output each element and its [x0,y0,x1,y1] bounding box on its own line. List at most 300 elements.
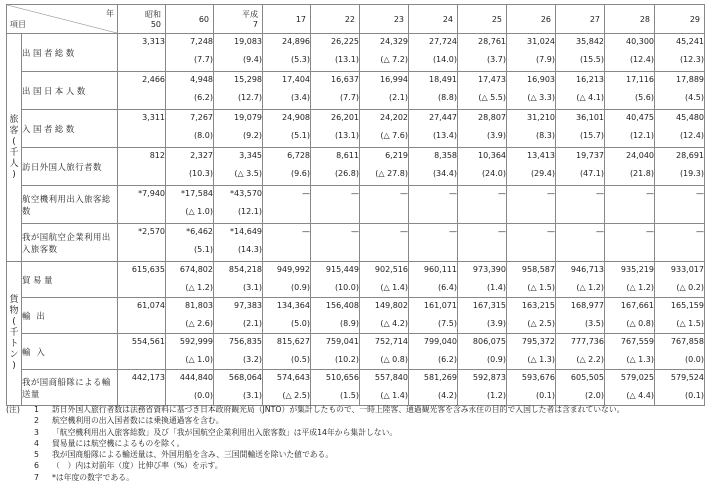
cell-value: 27,724 [429,37,457,46]
cell-growth-rate: (5.3) [291,55,310,64]
cell-value: 752,714 [374,337,408,346]
year-label: 22 [344,14,355,24]
data-cell [556,334,605,370]
cell-value: — [596,227,604,236]
data-cell [166,110,214,148]
cell-growth-rate: (3.5) [585,319,604,328]
data-cell [458,298,507,334]
year-header [556,5,605,34]
cell-value: 27,447 [429,113,457,122]
cell-growth-rate: (5.1) [291,131,310,140]
cell-value: 17,404 [282,75,310,84]
cell-value: 167,315 [472,301,506,310]
note-4 [6,438,706,449]
data-cell [409,148,458,186]
cell-growth-rate: (8.0) [194,131,213,140]
cell-value: 16,994 [380,75,408,84]
data-cell [458,262,507,298]
cell-growth-rate: (34.4) [432,169,457,178]
cell-value: 19,083 [234,37,262,46]
cell-growth-rate: (3.1) [243,391,262,400]
cell-growth-rate: (3.1) [243,283,262,292]
data-cell [409,334,458,370]
cell-value: 15,298 [234,75,262,84]
data-cell [166,370,214,406]
cell-value: 615,635 [131,265,165,274]
cell-value: 593,676 [521,373,555,382]
cell-growth-rate: (△ 1.0) [185,207,213,216]
cell-value: 973,390 [472,265,506,274]
data-cell [214,298,263,334]
data-cell [360,224,409,262]
cell-value: — [400,227,408,236]
notes-section [6,404,706,483]
year-header [655,5,705,34]
cell-value: 812 [149,151,165,160]
cell-value: 28,691 [676,151,704,160]
data-cell [556,110,605,148]
cell-growth-rate: (△ 1.0) [185,355,213,364]
data-cell [556,370,605,406]
category-char: 人 [9,158,19,169]
cell-growth-rate: (9.6) [291,169,310,178]
row-label: 我が国商船隊による輸送量 [22,370,118,406]
data-cell [118,34,166,72]
note-text: （ ）内は対前年（度）比伸び率（%）を示す。 [52,461,223,471]
year-label: 29 [689,14,700,24]
cell-growth-rate: (8.3) [536,131,555,140]
data-cell [360,110,409,148]
cell-growth-rate: (10.2) [334,355,359,364]
data-cell [263,110,311,148]
data-cell [556,224,605,262]
data-cell [118,186,166,224]
data-cell [166,34,214,72]
data-cell [409,224,458,262]
data-cell [311,334,360,370]
data-cell [118,148,166,186]
cell-growth-rate: (6.2) [438,355,457,364]
category-char: ) [12,169,16,180]
cell-value: — [351,189,359,198]
data-cell [118,72,166,110]
year-header [214,5,263,34]
data-cell [214,148,263,186]
data-cell [214,262,263,298]
year-header [118,5,166,34]
row-label: 航空機利用出入旅客総数 [22,186,118,224]
data-cell [458,110,507,148]
cell-growth-rate: (13.4) [432,131,457,140]
cell-value: 960,111 [423,265,457,274]
data-cell [214,224,263,262]
cell-value: 16,637 [331,75,359,84]
cell-growth-rate: (10.3) [188,169,213,178]
cell-value: — [596,189,604,198]
data-cell [409,186,458,224]
data-cell [263,186,311,224]
data-cell [311,34,360,72]
cell-value: 815,627 [276,337,310,346]
cell-value: 767,559 [620,337,654,346]
cell-growth-rate: (△ 4.1) [576,93,604,102]
data-cell [556,34,605,72]
cell-value: — [646,227,654,236]
data-cell [507,262,556,298]
data-cell [214,370,263,406]
note-number: 4 [34,438,39,448]
cell-value: — [646,189,654,198]
cell-growth-rate: (9.4) [243,55,262,64]
cell-value: 24,329 [380,37,408,46]
note-3 [6,427,706,438]
table-row [7,224,705,262]
year-label: 7 [252,19,258,29]
cell-growth-rate: (7.5) [438,319,457,328]
cell-growth-rate: (△ 1.4) [380,391,408,400]
data-cell [556,262,605,298]
note-6 [6,460,706,471]
note-text: *は年度の数字である。 [52,472,134,482]
data-cell [118,224,166,262]
cell-growth-rate: (21.8) [629,169,654,178]
cell-growth-rate: (13.1) [334,55,359,64]
data-cell [263,334,311,370]
table-row [7,298,705,334]
table-row [7,72,705,110]
cell-value: 165,159 [670,301,704,310]
data-cell [605,34,655,72]
cell-growth-rate: (3.7) [487,55,506,64]
cell-value: 2,327 [190,151,213,160]
category-char: 貨 [9,295,19,305]
data-cell [360,186,409,224]
cell-value: *7,940 [138,189,165,198]
cell-growth-rate: (12.3) [679,55,704,64]
cell-value: 759,041 [325,337,359,346]
category-char: 客 [9,125,19,136]
cell-growth-rate: (14.3) [237,245,262,254]
cell-value: 24,040 [626,151,654,160]
cell-growth-rate: (△ 27.8) [375,169,408,178]
data-cell [214,110,263,148]
cell-growth-rate: (0.0) [685,355,704,364]
cell-value: 40,300 [626,37,654,46]
category-char: 千 [9,147,19,158]
data-cell [360,262,409,298]
cell-value: 3,345 [239,151,262,160]
cell-growth-rate: (△ 5.5) [478,93,506,102]
cell-growth-rate: (5.0) [291,319,310,328]
cell-growth-rate: (2.1) [243,319,262,328]
data-cell [360,148,409,186]
data-cell [507,224,556,262]
note-text: 航空機利用の出入国者数には乗換通過客を含む。 [52,416,224,426]
year-label: 24 [442,14,453,24]
data-cell [166,224,214,262]
cell-value: 40,475 [626,113,654,122]
cell-value: 19,737 [576,151,604,160]
cell-growth-rate: (△ 1.4) [380,283,408,292]
year-header [409,5,458,34]
cell-value: — [696,227,704,236]
cell-growth-rate: (△ 0.2) [676,283,704,292]
cell-value: 592,873 [472,373,506,382]
cell-value: 444,840 [179,373,213,382]
category-cargo [7,262,22,406]
category-char: ( [12,136,16,147]
cell-growth-rate: (7.7) [340,93,359,102]
year-header [507,5,556,34]
cell-growth-rate: (2.1) [389,93,408,102]
year-header [360,5,409,34]
cell-growth-rate: (1.4) [487,283,506,292]
data-cell [409,34,458,72]
cell-value: — [400,189,408,198]
year-label: 28 [639,14,650,24]
cell-value: *17,584 [181,189,213,198]
cell-value: 554,561 [131,337,165,346]
row-label: 輸出 [22,298,118,334]
data-cell [605,148,655,186]
cell-value: — [498,227,506,236]
cell-value: 97,383 [234,301,262,310]
data-cell [409,72,458,110]
data-cell [458,34,507,72]
data-cell [507,72,556,110]
data-cell [458,224,507,262]
cell-value: 4,948 [190,75,213,84]
cell-growth-rate: (7.7) [194,55,213,64]
data-cell [311,298,360,334]
data-cell [458,370,507,406]
cell-value: 915,449 [325,265,359,274]
category-char: 千 [9,328,19,338]
cell-value: 767,858 [670,337,704,346]
note-1 [6,404,706,415]
cell-growth-rate: (△ 1.3) [527,355,555,364]
cell-value: — [547,189,555,198]
cell-growth-rate: (△ 1.2) [576,283,604,292]
data-cell [214,72,263,110]
note-number: 3 [34,427,39,437]
cell-growth-rate: (7.9) [536,55,555,64]
cell-value: 28,807 [478,113,506,122]
data-cell [311,186,360,224]
data-cell [360,334,409,370]
cell-value: 19,079 [234,113,262,122]
cell-value: 17,116 [626,75,654,84]
cell-value: 163,215 [521,301,555,310]
data-cell [655,148,705,186]
cell-growth-rate: (4.2) [438,391,457,400]
year-header [605,5,655,34]
cell-growth-rate: (15.7) [579,131,604,140]
cell-value: 81,803 [185,301,213,310]
data-cell [360,34,409,72]
year-label: 60 [198,14,209,24]
cell-value: 8,358 [434,151,457,160]
cell-value: 854,218 [228,265,262,274]
cell-growth-rate: (△ 0.8) [626,319,654,328]
note-number: 7 [34,472,39,482]
table-row [7,34,705,72]
cell-value: 18,491 [429,75,457,84]
data-cell [214,186,263,224]
cell-value: 568,064 [228,373,262,382]
data-cell [507,34,556,72]
cell-value: 442,173 [131,373,165,382]
data-cell [166,262,214,298]
row-label: 貿易量 [22,262,118,298]
cell-value: 16,213 [576,75,604,84]
cell-growth-rate: (5.1) [194,245,213,254]
cell-value: 28,761 [478,37,506,46]
cell-growth-rate: (2.0) [585,391,604,400]
cell-growth-rate: (0.5) [291,355,310,364]
cell-value: 674,802 [179,265,213,274]
cell-value: 949,992 [276,265,310,274]
cell-value: 10,364 [478,151,506,160]
year-header [263,5,311,34]
cell-growth-rate: (6.2) [194,93,213,102]
data-cell [118,298,166,334]
corner-item-label: 項目 [10,20,26,29]
cell-value: *2,570 [138,227,165,236]
cell-value: — [302,189,310,198]
cell-growth-rate: (6.4) [438,283,457,292]
cell-value: 35,842 [576,37,604,46]
cell-growth-rate: (0.9) [487,355,506,364]
data-cell [360,72,409,110]
data-cell [263,298,311,334]
cell-value: 933,017 [670,265,704,274]
data-cell [507,186,556,224]
data-cell [166,72,214,110]
cell-growth-rate: (12.4) [629,55,654,64]
cell-growth-rate: (3.9) [487,319,506,328]
data-cell [507,370,556,406]
cell-value: 45,241 [676,37,704,46]
cell-growth-rate: (12.7) [237,93,262,102]
cell-value: 6,728 [287,151,310,160]
cell-value: 6,219 [385,151,408,160]
data-cell [311,262,360,298]
year-label: 25 [491,14,502,24]
cell-value: 581,269 [423,373,457,382]
data-cell [655,110,705,148]
data-cell [360,370,409,406]
category-char: ( [12,317,16,327]
cell-value: — [547,227,555,236]
cell-value: — [351,227,359,236]
cell-value: 17,889 [676,75,704,84]
cell-value: 557,840 [374,373,408,382]
cell-value: — [696,189,704,198]
cell-growth-rate: (△ 1.2) [626,283,654,292]
data-cell [655,262,705,298]
note-number: 6 [34,461,39,471]
cell-growth-rate: (3.4) [291,93,310,102]
row-label: 輸入 [22,334,118,370]
note-text: 我が国商船隊による輸送量は、外国用船を含み、三国間輸送を除いた値である。 [52,450,334,460]
data-cell [605,186,655,224]
cell-value: 2,466 [142,75,165,84]
data-cell [118,370,166,406]
table-row [7,148,705,186]
cell-growth-rate: (15.5) [579,55,604,64]
table-row [7,334,705,370]
data-cell [118,110,166,148]
data-cell [556,186,605,224]
data-cell [409,298,458,334]
data-cell [507,148,556,186]
cell-growth-rate: (1.5) [340,391,359,400]
cell-value: 579,524 [670,373,704,382]
data-cell [263,262,311,298]
data-cell [556,148,605,186]
cell-growth-rate: (12.1) [237,207,262,216]
data-cell [507,334,556,370]
cell-growth-rate: (24.0) [481,169,506,178]
cell-growth-rate: (13.1) [334,131,359,140]
category-char: ) [12,361,16,371]
year-label: 27 [589,14,600,24]
data-cell [409,370,458,406]
cell-growth-rate: (1.2) [487,391,506,400]
row-label: 我が国航空企業利用出入旅客数 [22,224,118,262]
cell-growth-rate: (29.4) [530,169,555,178]
cell-growth-rate: (△ 2.5) [527,319,555,328]
cell-value: 31,210 [527,113,555,122]
note-number: 2 [34,416,39,426]
era-label: 昭和 [145,9,161,19]
data-cell [458,72,507,110]
data-cell [311,148,360,186]
cell-growth-rate: (4.5) [685,93,704,102]
year-header [458,5,507,34]
cell-growth-rate: (0.0) [194,391,213,400]
data-cell [166,186,214,224]
cell-value: 31,024 [527,37,555,46]
data-cell [507,298,556,334]
data-cell [409,110,458,148]
category-passenger [7,34,22,262]
data-cell [458,148,507,186]
category-char: 旅 [9,114,19,125]
cell-value: 8,611 [336,151,359,160]
data-cell [311,72,360,110]
cell-growth-rate: (47.1) [579,169,604,178]
data-cell [118,334,166,370]
note-5 [6,449,706,460]
cell-value: 795,372 [521,337,555,346]
cell-value: 3,313 [142,37,165,46]
data-cell [556,298,605,334]
data-cell [655,334,705,370]
cell-value: 26,225 [331,37,359,46]
cell-value: 17,473 [478,75,506,84]
data-cell [605,224,655,262]
cell-growth-rate: (△ 0.8) [380,355,408,364]
cell-value: 167,661 [620,301,654,310]
data-cell [118,262,166,298]
cell-growth-rate: (12.4) [679,131,704,140]
table-row [7,186,705,224]
cell-growth-rate: (19.3) [679,169,704,178]
cell-value: — [498,189,506,198]
era-label: 平成 [242,9,258,19]
